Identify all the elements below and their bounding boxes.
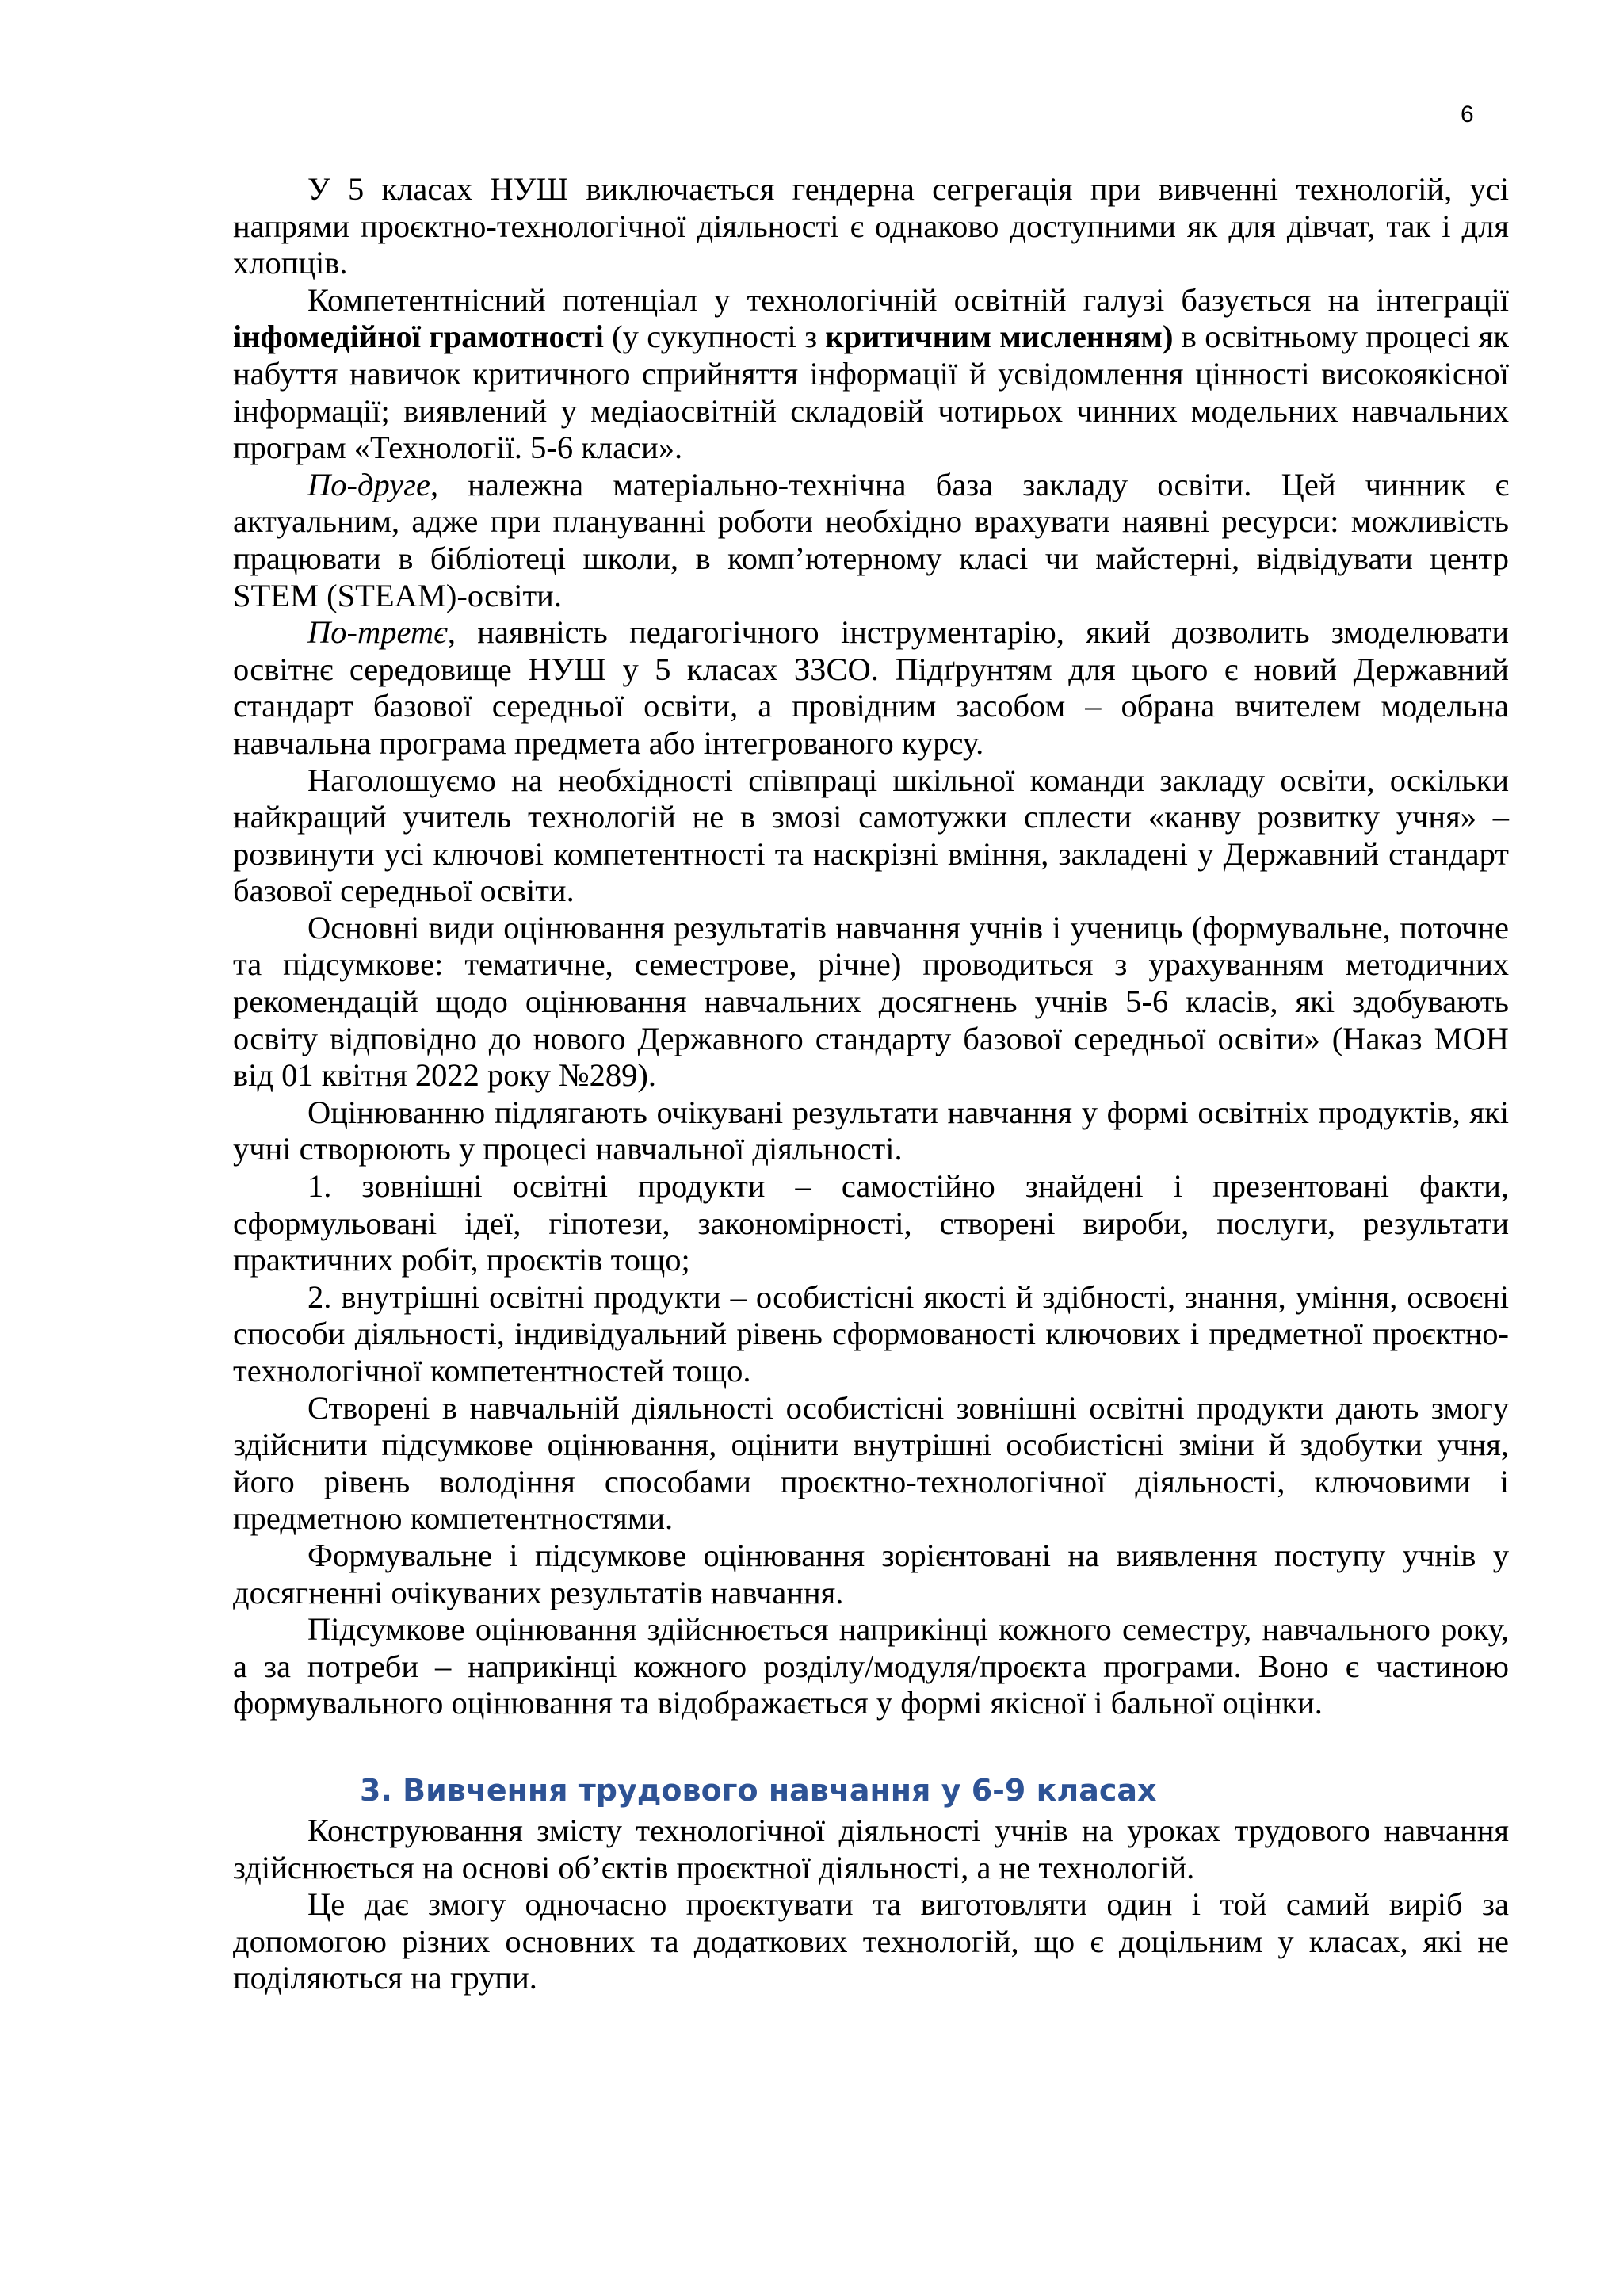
document-body	[233, 171, 1509, 1997]
paragraph-assessed-results: Оцінюванню підлягають очікувані результати навчання у формі освітніх продуктів, які учні створюють у процесі навчальної діяльності.	[233, 1094, 1509, 1167]
paragraph-summative-assessment: Підсумкове оцінювання здійснюється наприкінці кожного семестру, навчального року, а за потреби – наприкінці кожного розділу/модуля/проєкта програми. Воно є частиною формувального оцінювання та відображається у формі якісної і бальної оцінки.	[233, 1611, 1509, 1721]
section-heading: 3. Вивчення трудового навчання у 6-9 класах	[360, 1772, 1157, 1808]
bold-term-media-literacy: інфомедійної грамотності	[233, 319, 604, 355]
italic-lead-secondly: По-друге	[307, 466, 430, 502]
paragraph-secondly	[233, 467, 1509, 614]
paragraph-competence-potential	[233, 282, 1509, 467]
paragraph-content-design: Конструювання змісту технологічної діяльності учнів на уроках трудового навчання здійснюється на основі об’єктів проєктної діяльності, а не технологій.	[233, 1812, 1509, 1885]
text-run: Компетентнісний потенціал у технологічній освітній галузі базується на інтеграції	[307, 281, 1509, 318]
text-run: , наявність педагогічного інструментарію, який дозволить змоделювати освітнє середовище НУШ у 5 класах ЗЗСО. Підґрунтям для цього є новий Державний стандарт базової середньої освіти, а провідним засобом – обрана вчителем модельна навчальна програма предмета або інтегрованого курсу.	[233, 614, 1509, 761]
text-run: (у сукупності з	[603, 319, 826, 355]
bold-term-critical-thinking: критичним мисленням)	[825, 319, 1174, 355]
italic-lead-thirdly: По-третє	[307, 614, 448, 651]
paragraph-gender-segregation: У 5 класах НУШ виключається гендерна сегрегація при вивченні технологій, усі напрями проєктно-технологічної діяльності є однаково доступними як для дівчат, так і для хлопців.	[233, 171, 1509, 281]
page-number: 6	[1461, 101, 1474, 128]
paragraph-assessment-types: Основні види оцінювання результатів навчання учнів і учениць (формувальне, поточне та підсумкове: тематичне, семестрове, річне) проводиться з урахуванням методичних рекомендацій щодо оцінювання навчальних досягнень учнів 5-6 класів, які здобувають освіту відповідно до нового Державного стандарту базової середньої освіти» (Наказ МОН від 01 квітня 2022 року №289).	[233, 909, 1509, 1094]
paragraph-created-products: Створені в навчальній діяльності особистісні зовнішні освітні продукти дають змогу здійснити підсумкове оцінювання, оцінити внутрішні особистісні зміни й здобутки учня, його рівень володіння способами проєктно-технологічної діяльності, ключовими і предметною компетентностями.	[233, 1389, 1509, 1537]
text-run: , належна матеріально-технічна база закладу освіти. Цей чинник є актуальним, адже при плануванні роботи необхідно врахувати наявні ресурси: можливість працювати в бібліотеці школи, в комп’ютерному класі чи майстерні, відвідувати центр STEM (STEAM)-освіти.	[233, 466, 1509, 613]
paragraph-cooperation: Наголошуємо на необхідності співпраці шкільної команди закладу освіти, оскільки найкращий учитель технологій не в змозі самотужки сплести «канву розвитку учня» – розвинути усі ключові компетентності та наскрізні вміння, закладені у Державний стандарт базової середньої освіти.	[233, 762, 1509, 909]
paragraph-thirdly	[233, 614, 1509, 762]
paragraph-external-products: 1. зовнішні освітні продукти – самостійно знайдені і презентовані факти, сформульовані ідеї, гіпотези, закономірності, створені вироби, послуги, результати практичних робіт, проєктів тощо;	[233, 1168, 1509, 1278]
text-run: в освітньому процесі як набуття навичок критичного сприйняття інформації й усвідомлення цінності високоякісної інформації; виявлений у медіаосвітній складовій чотирьох чинних модельних навчальних програм «Технології. 5-6 класи».	[233, 319, 1509, 466]
paragraph-formative-assessment: Формувальне і підсумкове оцінювання зорієнтовані на виявлення поступу учнів у досягненні очікуваних результатів навчання.	[233, 1537, 1509, 1610]
paragraph-internal-products: 2. внутрішні освітні продукти – особистісні якості й здібності, знання, уміння, освоєні способи діяльності, індивідуальний рівень сформованості ключових і предметної проєктно-технологічної компетентностей тощо.	[233, 1278, 1509, 1389]
paragraph-simultaneous-design: Це дає змогу одночасно проєктувати та виготовляти один і той самий виріб за допомогою різних основних та додаткових технологій, що є доцільним у класах, які не поділяються на групи.	[233, 1886, 1509, 1996]
